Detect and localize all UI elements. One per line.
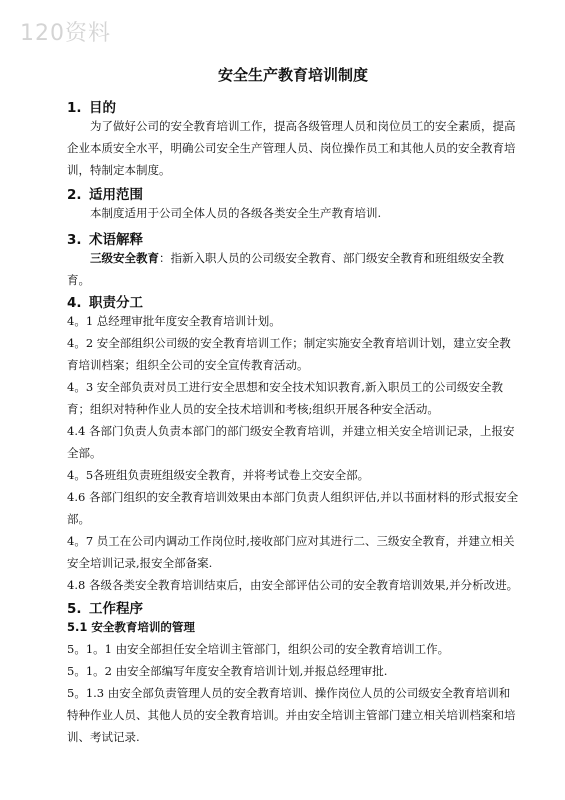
document-title: 安全生产教育培训制度 [217, 66, 368, 84]
section-2-paragraph: 本制度适用于公司全体人员的各级各类安全生产教育培训. [90, 206, 382, 220]
watermark: 120资料 [20, 21, 111, 46]
term-definition: ：指新入职人员的公司级安全教育、部门级安全教育和班组级安全教育。 [67, 251, 504, 287]
duty-item: 4。2 安全部组织公司级的安全教育培训工作；制定实施安全教育培训计划，建立安全教育培训档案；组织全公司的安全宣传教育活动。 [67, 336, 511, 372]
section-title: 术语解释 [89, 232, 143, 248]
section-4-heading [67, 291, 143, 311]
duty-item: 4.4 各部门负责人负责本部门的部门级安全教育培训，并建立相关安全培训记录，上报安全部。 [67, 424, 515, 460]
section-title: 职责分工 [89, 295, 143, 311]
subsection-title: 5.1 安全教育培训的管理 [67, 620, 195, 634]
duty-item: 4.6 各部门组织的安全教育培训效果由本部门负责人组织评估,并以书面材料的形式报安全部。 [67, 490, 519, 526]
duty-item: 4。3 安全部负责对员工进行安全思想和安全技术知识教育,新入职员工的公司级安全教育；组织对特种作业人员的安全技术培训和考核;组织开展各种安全活动。 [67, 380, 503, 416]
procedure-item: 5。1。2 由安全部编写年度安全教育培训计划,并报总经理审批. [67, 664, 388, 678]
duty-item: 4。7 员工在公司内调动工作岗位时,接收部门应对其进行二、三级安全教育，并建立相关安全培训记录,报安全部备案. [67, 534, 515, 570]
section-title: 工作程序 [89, 601, 143, 617]
section-1-heading [67, 96, 116, 116]
procedure-item: 5。1。1 由安全部担任安全培训主管部门，组织公司的安全教育培训工作。 [67, 642, 450, 656]
duty-item: 4。5各班组负责班组级安全教育，并将考试卷上交安全部。 [67, 468, 370, 482]
procedure-item: 5。1.3 由安全部负责管理人员的安全教育培训、操作岗位人员的公司级安全教育培训和特种作业人员、其他人员的安全教育培训。并由安全培训主管部门建立相关培训档案和培训、考试记录. [67, 686, 516, 744]
duty-item: 4。1 总经理审批年度安全教育培训计划。 [67, 314, 281, 328]
section-title: 目的 [89, 100, 116, 116]
duty-item: 4.8 各级各类安全教育培训结束后，由安全部评估公司的安全教育培训效果,并分析改进。 [67, 578, 519, 592]
section-title: 适用范围 [89, 187, 143, 203]
section-number: 4. [67, 295, 82, 311]
section-number: 3. [67, 232, 82, 248]
section-3-paragraph [67, 247, 519, 291]
section-number: 5. [67, 601, 82, 617]
term-label: 三级安全教育 [90, 251, 159, 265]
section-3-heading [67, 228, 143, 248]
section-number: 1. [67, 100, 82, 116]
section-1-paragraph: 为了做好公司的安全教育培训工作，提高各级管理人员和岗位员工的安全素质，提高企业本质安全水平，明确公司安全生产管理人员、岗位操作员工和其他人员的安全教育培训，特制定本制度。 [67, 119, 516, 177]
section-number: 2. [67, 187, 82, 203]
section-5-heading [67, 597, 143, 617]
section-2-heading [67, 183, 143, 203]
